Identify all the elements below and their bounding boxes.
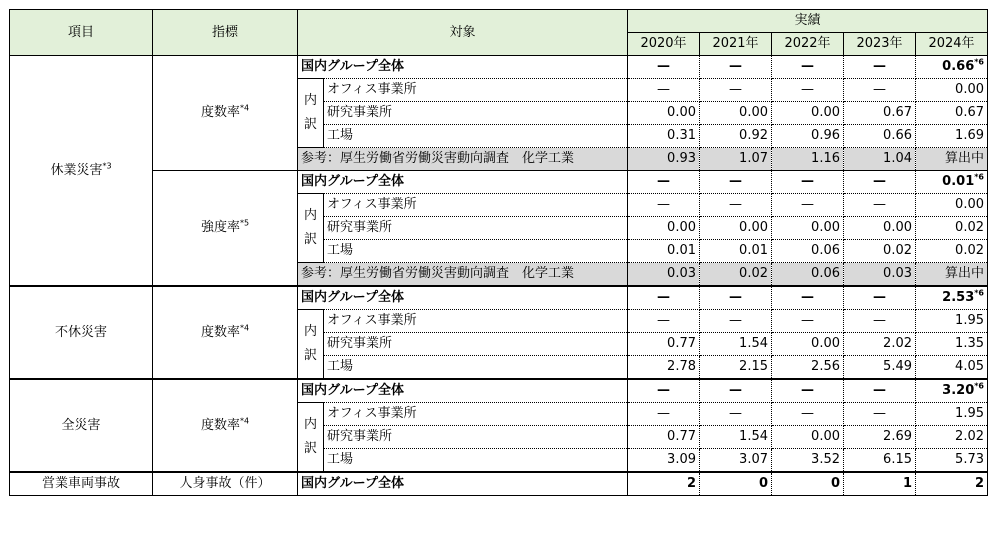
- value-cell: [844, 217, 916, 240]
- value-text: 0.00: [667, 220, 696, 235]
- value-text: 2.78: [667, 359, 696, 374]
- breakdown-char: 訳: [303, 117, 317, 132]
- table-row: [10, 286, 988, 310]
- safety-table-container: [9, 9, 988, 496]
- value-text: 0.00: [955, 82, 984, 97]
- value-cell: [700, 263, 772, 287]
- value-text: 算出中: [944, 151, 984, 166]
- value-text: —: [801, 383, 814, 398]
- value-cell: [628, 102, 700, 125]
- value-cell: [916, 286, 988, 310]
- value-text: —: [873, 383, 886, 398]
- value-text: 3.20: [942, 383, 975, 398]
- value-cell: [628, 379, 700, 403]
- indicator-cell: [153, 56, 298, 171]
- footnote-mark: *5: [239, 218, 250, 228]
- value-cell: [844, 171, 916, 194]
- value-text: 0.77: [667, 336, 696, 351]
- value-text: 0.00: [811, 429, 840, 444]
- value-text: 0.00: [739, 105, 768, 120]
- value-text: —: [801, 313, 814, 328]
- value-cell: [628, 449, 700, 473]
- value-text: 0.66: [942, 59, 975, 74]
- value-cell: [772, 379, 844, 403]
- value-cell: [628, 403, 700, 426]
- footnote-mark: *6: [974, 381, 984, 391]
- value-cell: [916, 148, 988, 171]
- value-text: 2.53: [942, 290, 975, 305]
- header-year: 2024年: [916, 33, 988, 56]
- value-cell: [628, 171, 700, 194]
- value-text: —: [801, 174, 814, 189]
- target-research: 研究事業所: [324, 102, 628, 125]
- table-row: [10, 56, 988, 79]
- category-label: 不休災害: [54, 324, 107, 340]
- value-cell: [844, 148, 916, 171]
- value-cell: [844, 240, 916, 263]
- value-cell: [772, 356, 844, 380]
- value-text: —: [657, 290, 670, 305]
- target-factory: 工場: [324, 240, 628, 263]
- indicator-cell: [153, 379, 298, 472]
- value-cell: [700, 379, 772, 403]
- value-text: 0.00: [811, 105, 840, 120]
- value-cell: 2: [628, 472, 700, 496]
- value-cell: [844, 194, 916, 217]
- breakdown-label: [298, 403, 324, 473]
- value-text: 1.69: [955, 128, 984, 143]
- footnote-mark: *6: [974, 288, 984, 298]
- value-text: —: [657, 383, 670, 398]
- value-text: —: [729, 59, 742, 74]
- value-cell: [700, 56, 772, 79]
- value-cell: [700, 171, 772, 194]
- value-text: 0.00: [667, 105, 696, 120]
- target-factory: 工場: [324, 356, 628, 380]
- value-text: —: [729, 197, 742, 212]
- indicator-label: 度数率: [200, 417, 240, 433]
- value-text: 3.52: [811, 452, 840, 467]
- value-cell: [700, 333, 772, 356]
- value-text: 0.92: [739, 128, 768, 143]
- target-research: 研究事業所: [324, 217, 628, 240]
- value-text: 1.95: [955, 406, 984, 421]
- value-text: —: [801, 290, 814, 305]
- header-item: 項目: [10, 10, 153, 56]
- value-text: 0.02: [739, 266, 768, 281]
- target-office: オフィス事業所: [324, 79, 628, 102]
- value-cell: [628, 310, 700, 333]
- value-text: —: [729, 174, 742, 189]
- value-text: 0.02: [955, 243, 984, 258]
- value-cell: [916, 217, 988, 240]
- value-cell: [700, 356, 772, 380]
- value-text: 算出中: [944, 266, 984, 281]
- value-text: —: [801, 406, 814, 421]
- value-cell: [916, 56, 988, 79]
- breakdown-label: [298, 194, 324, 263]
- indicator-label: 度数率: [200, 105, 240, 120]
- value-cell: [772, 286, 844, 310]
- value-cell: [700, 79, 772, 102]
- breakdown-char: 訳: [303, 232, 317, 247]
- value-cell: [628, 240, 700, 263]
- value-cell: [628, 194, 700, 217]
- value-text: 0.00: [811, 220, 840, 235]
- value-cell: [628, 426, 700, 449]
- value-cell: [916, 263, 988, 287]
- header-indicator: 指標: [153, 10, 298, 56]
- value-cell: [844, 79, 916, 102]
- value-text: —: [873, 59, 886, 74]
- value-cell: [844, 286, 916, 310]
- value-text: —: [873, 174, 886, 189]
- value-cell: [700, 403, 772, 426]
- target-reference: 参考：厚生労働省労働災害動向調査 化学工業: [298, 263, 628, 287]
- value-text: —: [657, 406, 670, 421]
- breakdown-char: 内: [303, 324, 317, 339]
- category-non-lost-time: [10, 286, 153, 379]
- target-research: 研究事業所: [324, 333, 628, 356]
- value-cell: [916, 333, 988, 356]
- value-text: —: [657, 82, 670, 97]
- value-cell: [772, 56, 844, 79]
- value-cell: [700, 125, 772, 148]
- value-text: 0.00: [883, 220, 912, 235]
- target-group-all: 国内グループ全体: [298, 286, 628, 310]
- indicator-cell: [153, 171, 298, 287]
- table-header: [10, 10, 988, 56]
- value-cell: 0: [700, 472, 772, 496]
- value-text: 0.66: [883, 128, 912, 143]
- value-text: 0.02: [883, 243, 912, 258]
- breakdown-char: 内: [303, 417, 317, 432]
- footnote-mark: *4: [239, 416, 250, 426]
- footnote-mark: *4: [239, 323, 250, 333]
- value-cell: [844, 263, 916, 287]
- value-text: 0.03: [667, 266, 696, 281]
- header-year: 2021年: [700, 33, 772, 56]
- value-cell: 0: [772, 472, 844, 496]
- header-target: 対象: [298, 10, 628, 56]
- breakdown-char: 内: [303, 208, 317, 223]
- value-text: 1.54: [739, 429, 768, 444]
- target-group-all: 国内グループ全体: [298, 379, 628, 403]
- value-cell: [772, 426, 844, 449]
- value-text: —: [657, 174, 670, 189]
- indicator-label: 度数率: [200, 324, 240, 340]
- indicator-cell: 人身事故（件）: [153, 472, 298, 496]
- value-text: 0.02: [955, 220, 984, 235]
- value-text: 2.56: [811, 359, 840, 374]
- breakdown-char: 訳: [303, 348, 317, 363]
- value-cell: [772, 102, 844, 125]
- header-year: 2020年: [628, 33, 700, 56]
- value-text: 2.15: [739, 359, 768, 374]
- header-year: 2023年: [844, 33, 916, 56]
- value-cell: [844, 310, 916, 333]
- value-text: 1.35: [955, 336, 984, 351]
- value-cell: [772, 449, 844, 473]
- value-cell: 1: [844, 472, 916, 496]
- value-text: 0.93: [667, 151, 696, 166]
- value-text: 3.07: [739, 452, 768, 467]
- value-text: 6.15: [883, 452, 912, 467]
- footnote-mark: *4: [239, 103, 250, 113]
- safety-performance-table: [9, 9, 988, 496]
- value-text: 0.67: [883, 105, 912, 120]
- value-cell: [916, 356, 988, 380]
- header-year: 2022年: [772, 33, 844, 56]
- value-cell: [772, 403, 844, 426]
- target-group-all: 国内グループ全体: [298, 56, 628, 79]
- category-vehicle: 営業車両事故: [10, 472, 153, 496]
- target-office: オフィス事業所: [324, 310, 628, 333]
- value-cell: [700, 240, 772, 263]
- value-text: 0.06: [811, 266, 840, 281]
- value-text: 0.00: [955, 197, 984, 212]
- value-cell: [628, 79, 700, 102]
- value-text: 4.05: [955, 359, 984, 374]
- value-cell: [916, 426, 988, 449]
- value-cell: [628, 148, 700, 171]
- target-office: オフィス事業所: [324, 194, 628, 217]
- value-text: 0.01: [739, 243, 768, 258]
- category-label: 全災害: [61, 417, 101, 433]
- value-cell: [772, 263, 844, 287]
- value-cell: [628, 286, 700, 310]
- value-cell: [772, 148, 844, 171]
- value-cell: [628, 56, 700, 79]
- value-cell: [844, 356, 916, 380]
- target-research: 研究事業所: [324, 426, 628, 449]
- value-cell: [628, 356, 700, 380]
- value-text: 1.07: [739, 151, 768, 166]
- value-text: 1.95: [955, 313, 984, 328]
- value-cell: [916, 171, 988, 194]
- value-cell: [844, 449, 916, 473]
- value-cell: [772, 240, 844, 263]
- value-cell: [916, 403, 988, 426]
- target-group-all: 国内グループ全体: [298, 472, 628, 496]
- value-text: 1.16: [811, 151, 840, 166]
- value-cell: [700, 286, 772, 310]
- footnote-mark: *3: [102, 161, 112, 171]
- value-cell: [700, 310, 772, 333]
- value-text: —: [873, 406, 886, 421]
- value-text: —: [873, 290, 886, 305]
- value-cell: [772, 79, 844, 102]
- value-cell: [772, 310, 844, 333]
- value-text: —: [657, 197, 670, 212]
- indicator-label: 強度率: [200, 220, 240, 235]
- value-cell: [772, 333, 844, 356]
- value-text: 0.06: [811, 243, 840, 258]
- breakdown-char: 内: [303, 93, 317, 108]
- value-text: —: [729, 290, 742, 305]
- value-text: 0.01: [942, 174, 975, 189]
- value-text: 2.69: [883, 429, 912, 444]
- breakdown-label: [298, 310, 324, 380]
- category-all-accidents: [10, 379, 153, 472]
- value-cell: [700, 217, 772, 240]
- table-row: [10, 171, 988, 194]
- target-group-all: 国内グループ全体: [298, 171, 628, 194]
- value-cell: [700, 194, 772, 217]
- value-cell: [916, 240, 988, 263]
- header-results: 実績: [628, 10, 988, 33]
- table-row: [10, 379, 988, 403]
- value-cell: [844, 333, 916, 356]
- value-text: 2.02: [955, 429, 984, 444]
- value-cell: [700, 426, 772, 449]
- value-text: 0.67: [955, 105, 984, 120]
- value-cell: [916, 79, 988, 102]
- value-cell: [772, 217, 844, 240]
- value-cell: [844, 379, 916, 403]
- value-cell: [628, 217, 700, 240]
- value-cell: [844, 403, 916, 426]
- value-text: 0.00: [811, 336, 840, 351]
- value-cell: [700, 102, 772, 125]
- value-text: 0.00: [739, 220, 768, 235]
- value-cell: [916, 102, 988, 125]
- value-cell: [700, 449, 772, 473]
- value-text: —: [873, 313, 886, 328]
- value-text: 0.03: [883, 266, 912, 281]
- value-cell: [916, 379, 988, 403]
- value-cell: [916, 194, 988, 217]
- value-text: 2.02: [883, 336, 912, 351]
- category-label: 休業災害: [50, 162, 103, 178]
- value-cell: [772, 171, 844, 194]
- value-text: —: [801, 197, 814, 212]
- value-cell: [628, 333, 700, 356]
- category-lost-time: [10, 56, 153, 287]
- value-cell: [628, 263, 700, 287]
- value-text: 0.01: [667, 243, 696, 258]
- value-text: —: [873, 197, 886, 212]
- target-reference: 参考：厚生労働省労働災害動向調査 化学工業: [298, 148, 628, 171]
- target-office: オフィス事業所: [324, 403, 628, 426]
- value-text: —: [657, 313, 670, 328]
- value-cell: [700, 148, 772, 171]
- value-cell: [844, 125, 916, 148]
- value-cell: [772, 194, 844, 217]
- footnote-mark: *6: [974, 172, 984, 182]
- value-cell: [844, 102, 916, 125]
- target-factory: 工場: [324, 125, 628, 148]
- value-text: —: [729, 383, 742, 398]
- value-text: 1.04: [883, 151, 912, 166]
- breakdown-char: 訳: [303, 441, 317, 456]
- breakdown-label: [298, 79, 324, 148]
- value-text: —: [729, 82, 742, 97]
- value-text: —: [657, 59, 670, 74]
- table-body: [10, 56, 988, 496]
- table-row: [10, 472, 988, 496]
- value-cell: 2: [916, 472, 988, 496]
- value-cell: [772, 125, 844, 148]
- value-text: 3.09: [667, 452, 696, 467]
- value-cell: [916, 449, 988, 473]
- value-cell: [628, 125, 700, 148]
- value-text: —: [729, 313, 742, 328]
- footnote-mark: *6: [974, 57, 984, 67]
- value-text: —: [729, 406, 742, 421]
- value-text: 0.96: [811, 128, 840, 143]
- value-cell: [916, 125, 988, 148]
- value-cell: [916, 310, 988, 333]
- indicator-cell: [153, 286, 298, 379]
- target-factory: 工場: [324, 449, 628, 473]
- value-text: —: [801, 82, 814, 97]
- value-text: 0.31: [667, 128, 696, 143]
- value-text: —: [801, 59, 814, 74]
- value-text: —: [873, 82, 886, 97]
- value-text: 5.73: [955, 452, 984, 467]
- value-text: 5.49: [883, 359, 912, 374]
- value-text: 1.54: [739, 336, 768, 351]
- value-text: 0.77: [667, 429, 696, 444]
- value-cell: [844, 426, 916, 449]
- value-cell: [844, 56, 916, 79]
